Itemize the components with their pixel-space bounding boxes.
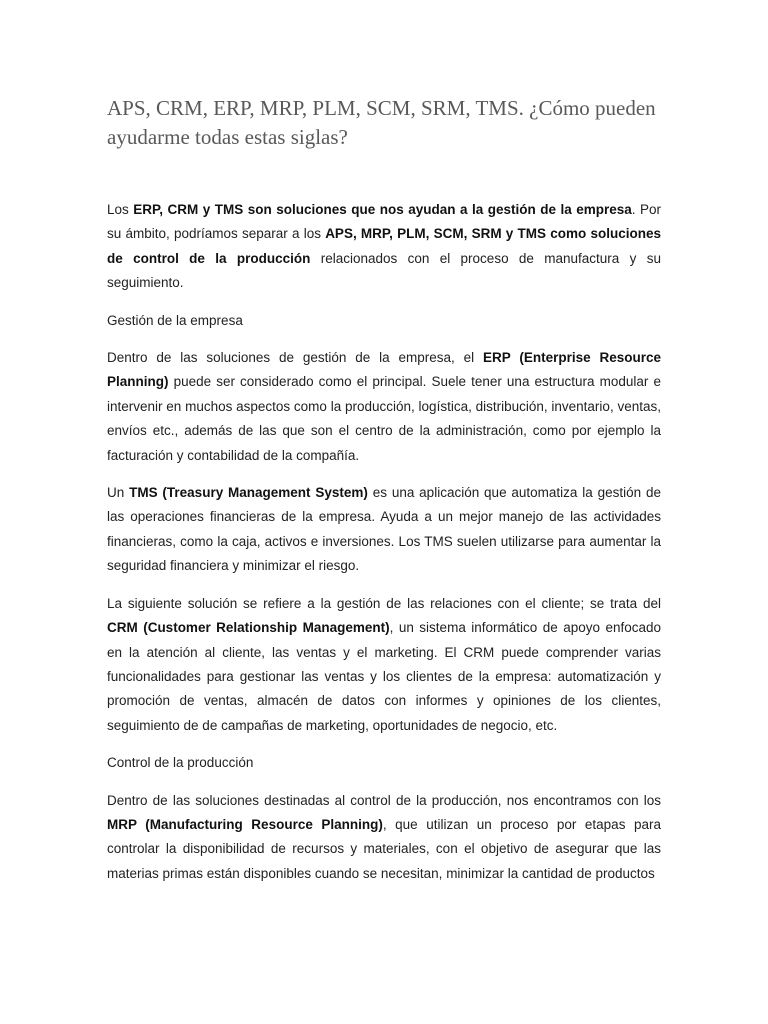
tms-bold-1: TMS (Treasury Management System) (129, 485, 368, 501)
intro-paragraph (107, 198, 661, 296)
intro-bold-1: ERP, CRM y TMS son soluciones que nos ayudan a la gestión de la empresa (133, 202, 632, 217)
document-body (107, 198, 661, 899)
intro-text-3: relacionados con el proceso de manufactura y su seguimiento. (107, 250, 661, 291)
section-heading-control: Control de la producción (107, 755, 254, 771)
erp-text-2: puede ser considerado como el principal. Suele tener una estructura modular e intervenir en muchos aspectos como la producción, logística, distribución, inventario, ventas, envíos etc., además de las que son el centro de la administración, como por ejemplo la facturación y contabilidad de la compañía. (107, 374, 661, 463)
tms-paragraph (107, 481, 661, 579)
intro-bold-2: APS, MRP, PLM, SCM, SRM y TMS como soluciones de control de la producción (107, 226, 661, 266)
intro-text-1: Los (107, 202, 134, 217)
section-heading-gestion: Gestión de la empresa (107, 312, 243, 328)
tms-text-1: Un (107, 485, 130, 501)
crm-paragraph (107, 592, 661, 738)
document-title: APS, CRM, ERP, MRP, PLM, SCM, SRM, TMS. ¿Cómo pueden ayudarme todas estas siglas? (107, 96, 656, 149)
mrp-bold-1: MRP (Manufacturing Resource Planning) (107, 816, 383, 832)
erp-bold-1: ERP (Enterprise Resource Planning) (107, 350, 661, 390)
crm-text-2: , un sistema informático de apoyo enfocado en la atención al cliente, las ventas y el marketing. El CRM puede comprender varias funcionalidades para gestionar las ventas y los clientes de la empresa: automatización y promoción de ventas, almacén de datos con informes y opiniones de los clientes, seguimiento de de campañas de marketing, oportunidades de negocio, etc. (107, 620, 662, 733)
crm-bold-1: CRM (Customer Relationship Management) (107, 620, 390, 636)
intro-text-2: . Por su ámbito, podríamos separar a los (107, 202, 661, 242)
crm-text-1: La siguiente solución se refiere a la gestión de las relaciones con el cliente; se trata del (107, 595, 661, 611)
erp-text-1: Dentro de las soluciones de gestión de la empresa, el (107, 350, 483, 366)
mrp-text-1: Dentro de las soluciones destinadas al control de la producción, nos encontramos con los (107, 792, 661, 808)
mrp-paragraph (107, 789, 661, 887)
tms-text-2: es una aplicación que automatiza la gestión de las operaciones financieras de la empresa. Ayuda a un mejor manejo de las actividades financieras, como la caja, activos e inversiones. Los TMS suelen utilizarse para aumentar la seguridad financiera y minimizar el riesgo. (107, 485, 661, 574)
mrp-text-2: , que utilizan un proceso por etapas para controlar la disponibilidad de recursos y materiales, con el objetivo de asegurar que las materias primas están disponibles cuando se necesitan, minimizar la cantidad de productos (107, 816, 661, 881)
erp-paragraph (107, 346, 661, 468)
